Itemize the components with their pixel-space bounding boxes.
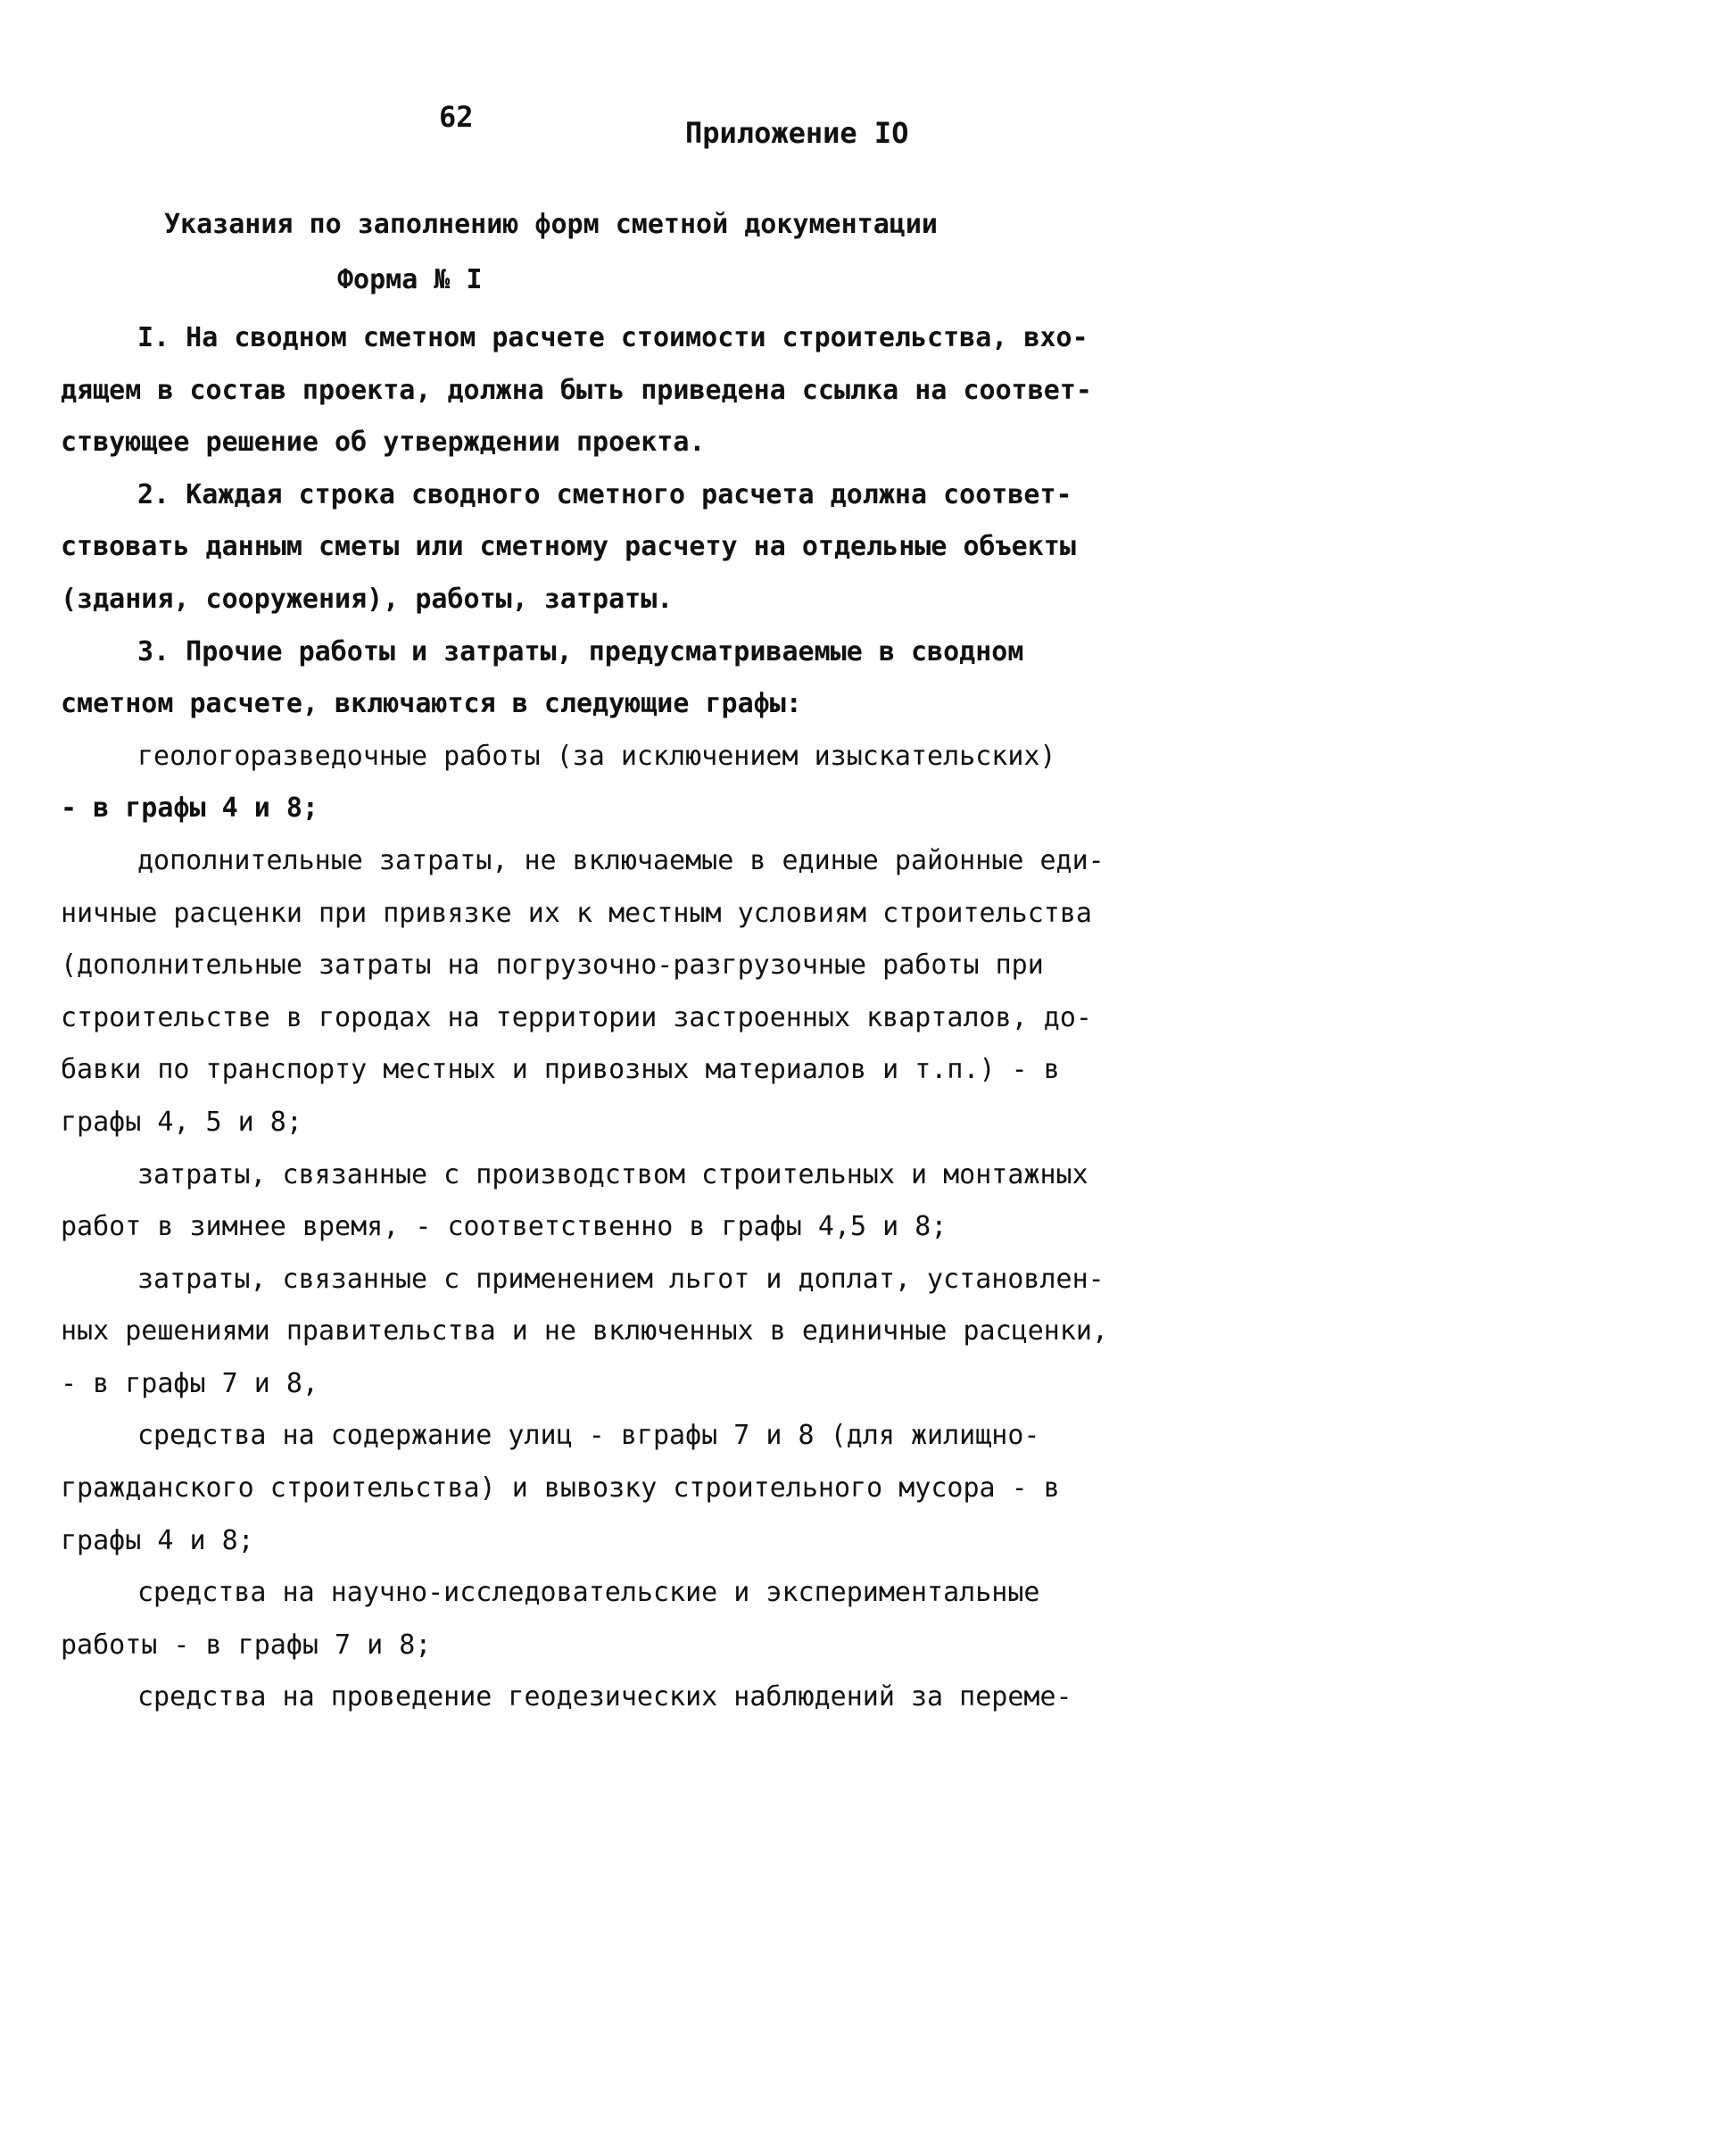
text-line: гражданского строительства) и вывозку строительного мусора - в: [61, 1472, 1060, 1505]
text-line: затраты, связанные с производством строительных и монтажных: [137, 1158, 1088, 1190]
text-line: затраты, связанные с применением льгот и доплат, установлен-: [137, 1263, 1105, 1295]
text-line: дящем в состав проекта, должна быть приведена ссылка на соответ-: [61, 374, 1092, 406]
text-line: ничные расценки при привязке их к местным условиям строительства: [61, 897, 1092, 929]
page-number: 62: [439, 100, 474, 134]
text-line: графы 4, 5 и 8;: [61, 1106, 302, 1138]
text-line: ствовать данным сметы или сметному расчету на отдельные объекты: [61, 531, 1076, 563]
text-line: средства на содержание улиц - вграфы 7 и 8 (для жилищно-: [137, 1420, 1040, 1452]
document-body: [61, 312, 1113, 1724]
text-line: бавки по транспорту местных и привозных материалов и т.п.) - в: [61, 1054, 1060, 1086]
text-line: 2. Каждая строка сводного сметного расчета должна соответ-: [137, 478, 1072, 510]
text-line: 3. Прочие работы и затраты, предусматриваемые в сводном: [137, 635, 1024, 668]
text-line: ных решениями правительства и не включенных в единичные расценки,: [61, 1315, 1108, 1348]
form-number: Форма № I: [337, 264, 483, 295]
text-line: средства на научно-исследовательские и экспериментальные: [137, 1577, 1040, 1609]
text-line: (дополнительные затраты на погрузочно-разгрузочные работы при: [61, 949, 1044, 982]
text-line: дополнительные затраты, не включаемые в единые районные еди-: [137, 844, 1105, 876]
text-line: ствующее решение об утверждении проекта.: [61, 427, 706, 459]
text-line: геологоразведочные работы (за исключением изыскательских): [137, 740, 1056, 772]
text-line: I. На сводном сметном расчете стоимости строительства, вхо-: [137, 322, 1088, 353]
text-line: работы - в графы 7 и 8;: [61, 1629, 432, 1661]
text-line: сметном расчете, включаются в следующие графы:: [61, 688, 802, 720]
appendix-label: Приложение IO: [685, 116, 909, 150]
text-line: - в графы 4 и 8;: [61, 792, 319, 825]
text-line: графы 4 и 8;: [61, 1524, 254, 1556]
document-title: Указания по заполнению форм сметной документации: [164, 209, 938, 240]
text-line: средства на проведение геодезических наблюдений за переме-: [137, 1681, 1072, 1713]
text-line: строительстве в городах на территории застроенных кварталов, до-: [61, 1001, 1092, 1033]
text-line: - в графы 7 и 8,: [61, 1367, 319, 1399]
text-line: (здания, сооружения), работы, затраты.: [61, 583, 674, 615]
text-line: работ в зимнее время, - соответственно в графы 4,5 и 8;: [61, 1211, 948, 1243]
